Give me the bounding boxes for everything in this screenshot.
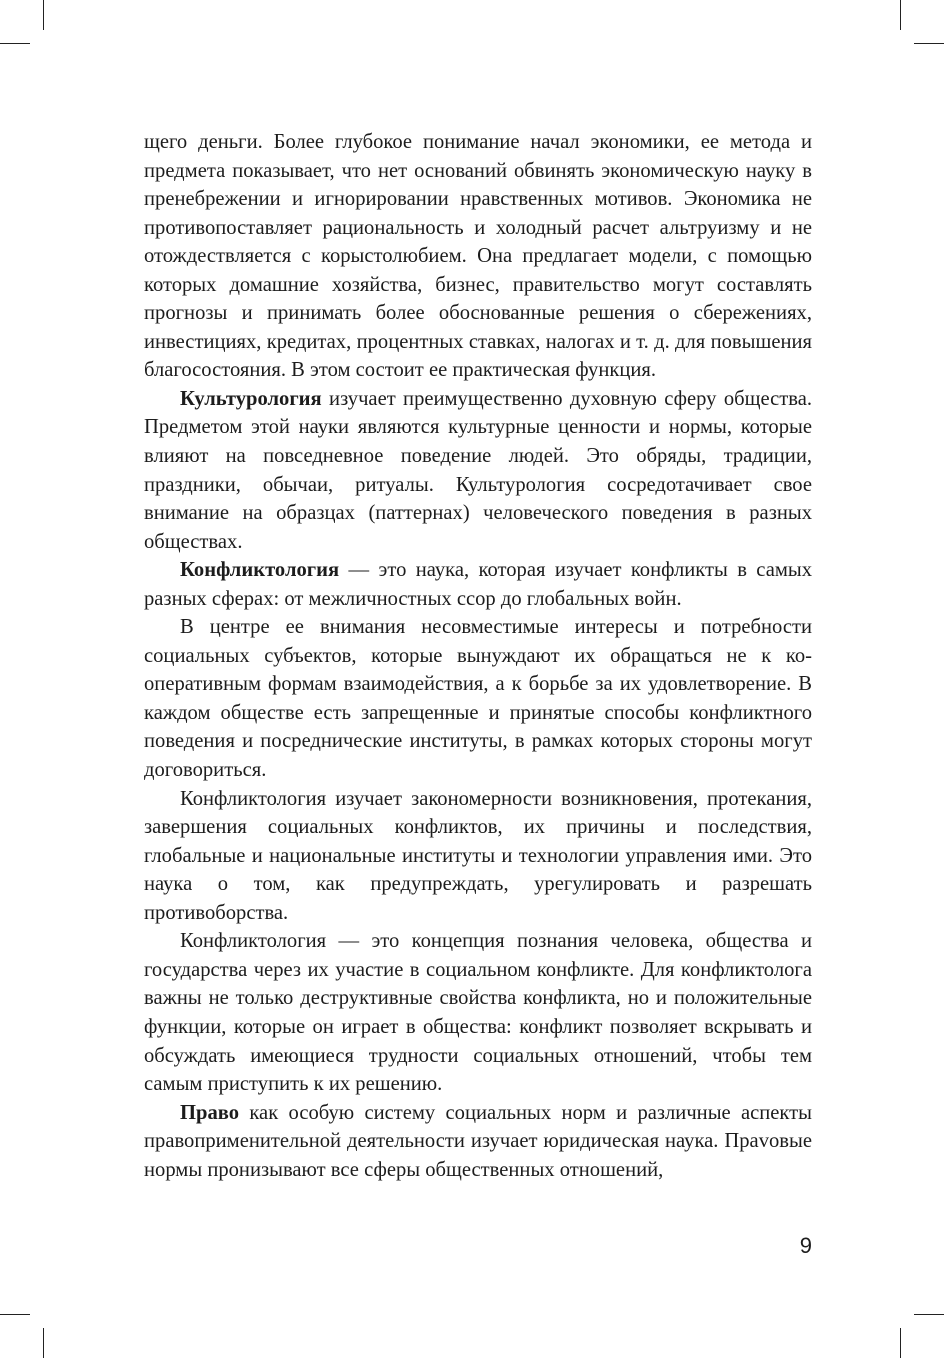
paragraph-text: — это наука, которая изучает конфликты в самых разных сферах: от межличностных ссор до глобальных войн. xyxy=(144,559,812,610)
paragraph-text: щего деньги. Более глубокое понимание начал экономики, ее метода и предмета показывает, что нет оснований обвинять экономическую науку в пренебрежении и игнорировании нравственных мотивов. Экономика не противопоставляет рациональность и холодный расчет альтруизму и не отождествляется с корыстолюбием. Она предлагает модели, с помощью которых домашние хозяйства, бизнес, правительство могут составлять прогнозы и принимать более обоснованные решения о сбережениях, инвестициях, кредитах, процентных ставках, налогах и т. д. для повышения благосостояния. В этом состоит ее практическая функция. xyxy=(144,131,812,382)
crop-mark-bottom-left-horizontal xyxy=(0,1314,30,1315)
crop-mark-bottom-left-vertical xyxy=(43,1328,44,1358)
paragraph-conflictology-definition xyxy=(144,556,812,613)
paragraph-conflictology-studies xyxy=(144,785,812,928)
term-law: Право xyxy=(180,1101,240,1124)
crop-mark-bottom-right-vertical xyxy=(900,1328,901,1358)
paragraph-conflictology-concept xyxy=(144,927,812,1098)
body-text xyxy=(144,128,812,1184)
crop-mark-top-left-vertical xyxy=(43,0,44,30)
paragraph-conflictology-focus xyxy=(144,613,812,784)
crop-mark-top-right-vertical xyxy=(900,0,901,30)
crop-mark-top-left-horizontal xyxy=(0,43,30,44)
paragraph-text: изучает преимущественно духовную сферу общества. Предметом этой науки являются культурные ценности и нормы, которые влияют на повседневное поведение людей. Это обряды, традиции, праздники, обычаи, ритуалы. Культурология сосредотачивает свое внимание на образцах (паттернах) человеческого поведения в разных обществах. xyxy=(144,387,812,553)
paragraph-text: Конфликтология изучает закономерности возникновения, протекания, завершения социальных конфликтов, их причины и последствия, глобальные и национальные институты и технологии управления ими. Это наука о том, как предупреждать, урегулировать и разрешать противоборства. xyxy=(144,787,812,924)
paragraph-text: В центре ее внимания несовместимые интересы и потребности социальных субъектов, которые вынуждают их обращаться не к кооперативным формам взаимодействия, а к борьбе за их удовлетворение. В каждом обществе есть запрещенные и принятые способы конфликтного поведения и посреднические институты, в рамках которых стороны могут договориться. xyxy=(144,616,812,782)
crop-mark-bottom-right-horizontal xyxy=(914,1314,944,1315)
paragraph-law xyxy=(144,1099,812,1185)
paragraph-text: как особую систему социальных норм и различные аспекты правоприменительной деятельности изучает юридическая наука. Праvовые нормы пронизывают все сферы общественных отношений, xyxy=(144,1101,812,1181)
paragraph-text: Конфликтология — это концепция познания человека, общества и государства через их участие в социальном конфликте. Для конфликтолога важны не только деструктивные свойства конфликта, но и положительные функции, которые он играет в общества: конфликт позволяет вскрывать и обсуждать имеющиеся трудности социальных отношений, чтобы тем самым приступить к их решению. xyxy=(144,930,812,1096)
crop-mark-top-right-horizontal xyxy=(914,43,944,44)
paragraph-culturology xyxy=(144,385,812,556)
page-number: 9 xyxy=(799,1233,812,1258)
term-culturology: Культурология xyxy=(180,387,322,410)
term-conflictology: Конфликтология xyxy=(180,559,340,582)
paragraph-economics-continued xyxy=(144,128,812,385)
